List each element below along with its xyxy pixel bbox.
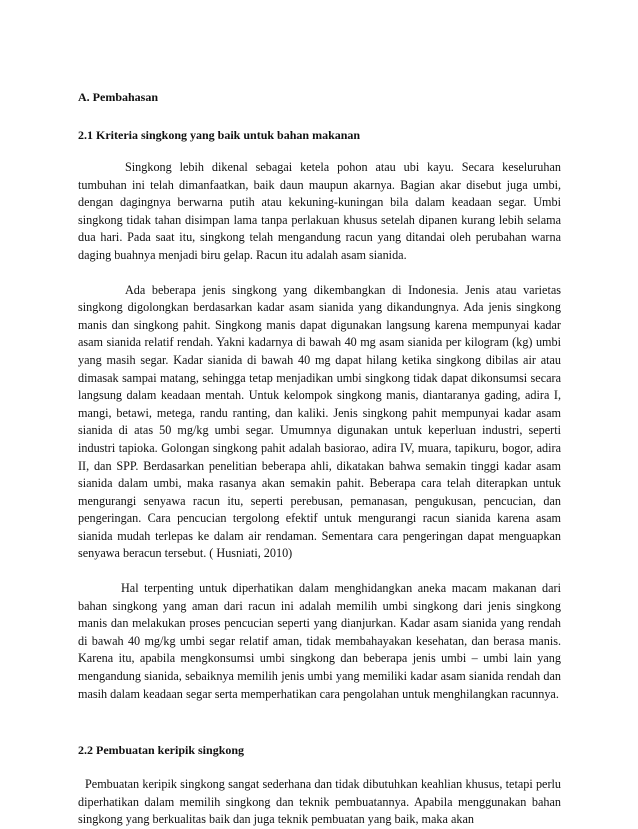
paragraph-3: Hal terpenting untuk diperhatikan dalam menghidangkan aneka macam makanan dari bahan singkong yang aman dari racun ini adalah memilih umbi singkong dari jenis singkong manis dan melakukan proses pencucian seperti yang dianjurkan. Kadar asam sianida yang rendah di bawah 40 mg/kg umbi segar relatif aman, tidak membahayakan kesehatan, dan berasa manis. Karena itu, apabila mengkonsumsi umbi singkong dan beberapa jenis umbi – umbi lain yang mengandung sianida, sebaiknya memilih jenis umbi yang memiliki kadar asam sianida rendah dan masih dalam keadaan segar serta memperhatikan cara pengolahan untuk menghilangkan racunnya. xyxy=(78,581,561,701)
paragraph-4: Pembuatan keripik singkong sangat sederhana dan tidak dibutuhkan keahlian khusus, tetapi perlu diperhatikan dalam memilih singkong dan teknik pembuatannya. Apabila menggunakan bahan singkong yang berkualitas baik dan juga teknik pembuatan yang baik, maka akan xyxy=(78,777,561,827)
document-page xyxy=(78,88,561,829)
subsection-heading-2-1: 2.1 Kriteria singkong yang baik untuk bahan makanan xyxy=(78,128,361,142)
subsection-heading-2-2: 2.2 Pembuatan keripik singkong xyxy=(78,743,245,758)
section-heading: A. Pembahasan xyxy=(78,90,159,104)
paragraph-1: Singkong lebih dikenal sebagai ketela pohon atau ubi kayu. Secara keseluruhan tumbuhan ini telah dimanfaatkan, baik daun maupun akarnya. Bagian akar disebut juga umbi, dengan dagingnya berwarna putih atau kekuning-kuningan bila dalam keadaan segar. Umbi singkong tidak tahan disimpan lama tanpa perlakuan khusus setelah dipanen kurang lebih selama dua hari. Pada saat itu, singkong telah mengandung racun yang ditandai oleh perubahan warna daging buahnya menjadi biru gelap. Racun itu adalah asam sianida. xyxy=(78,160,561,262)
paragraph-2: Ada beberapa jenis singkong yang dikembangkan di Indonesia. Jenis atau varietas singkong digolongkan berdasarkan kadar asam sianida yang dikandungnya. Ada jenis singkong manis dan singkong pahit. Singkong manis dapat digunakan langsung karena mempunyai kadar asam sianida relatif rendah. Yakni kadarnya di bawah 40 mg asam sianida per kilogram (kg) umbi yang masih segar. Kadar sianida di bawah 40 mg dapat hilang ketika singkong dibilas air atau dimasak sampai matang, sehingga tetap menjadikan umbi singkong tidak dapat dikonsumsi secara langsung dalam keadaan mentah. Untuk kelompok singkong manis, diantaranya gading, adira I, mangi, betawi, metega, randu ranting, dan kaliki. Jenis singkong pahit mempunyai kadar asam sianida di atas 50 mg/kg umbi segar. Umumnya digunakan untuk keperluan industri, seperti industri tapioka. Golongan singkong pahit adalah basiorao, adira IV, muara, tapikuru, bogor, adira II, dan SPP. Berdasarkan penelitian beberapa ahli, dikatakan bahwa semakin tinggi kadar asam sianida dalam umbi, maka rasanya akan semakin pahit. Beberapa cara telah diterapkan untuk mengurangi senyawa racun itu, seperti perebusan, pemanasan, pengukusan, pencucian, dan pengeringan. Cara pencucian tergolong efektif untuk mengurangi racun sianida karena asam sianida mudah terlepas ke dalam air rendaman. Sementara cara pengeringan dapat menguapkan senyawa beracun tersebut. ( Husniati, 2010) xyxy=(78,282,561,561)
